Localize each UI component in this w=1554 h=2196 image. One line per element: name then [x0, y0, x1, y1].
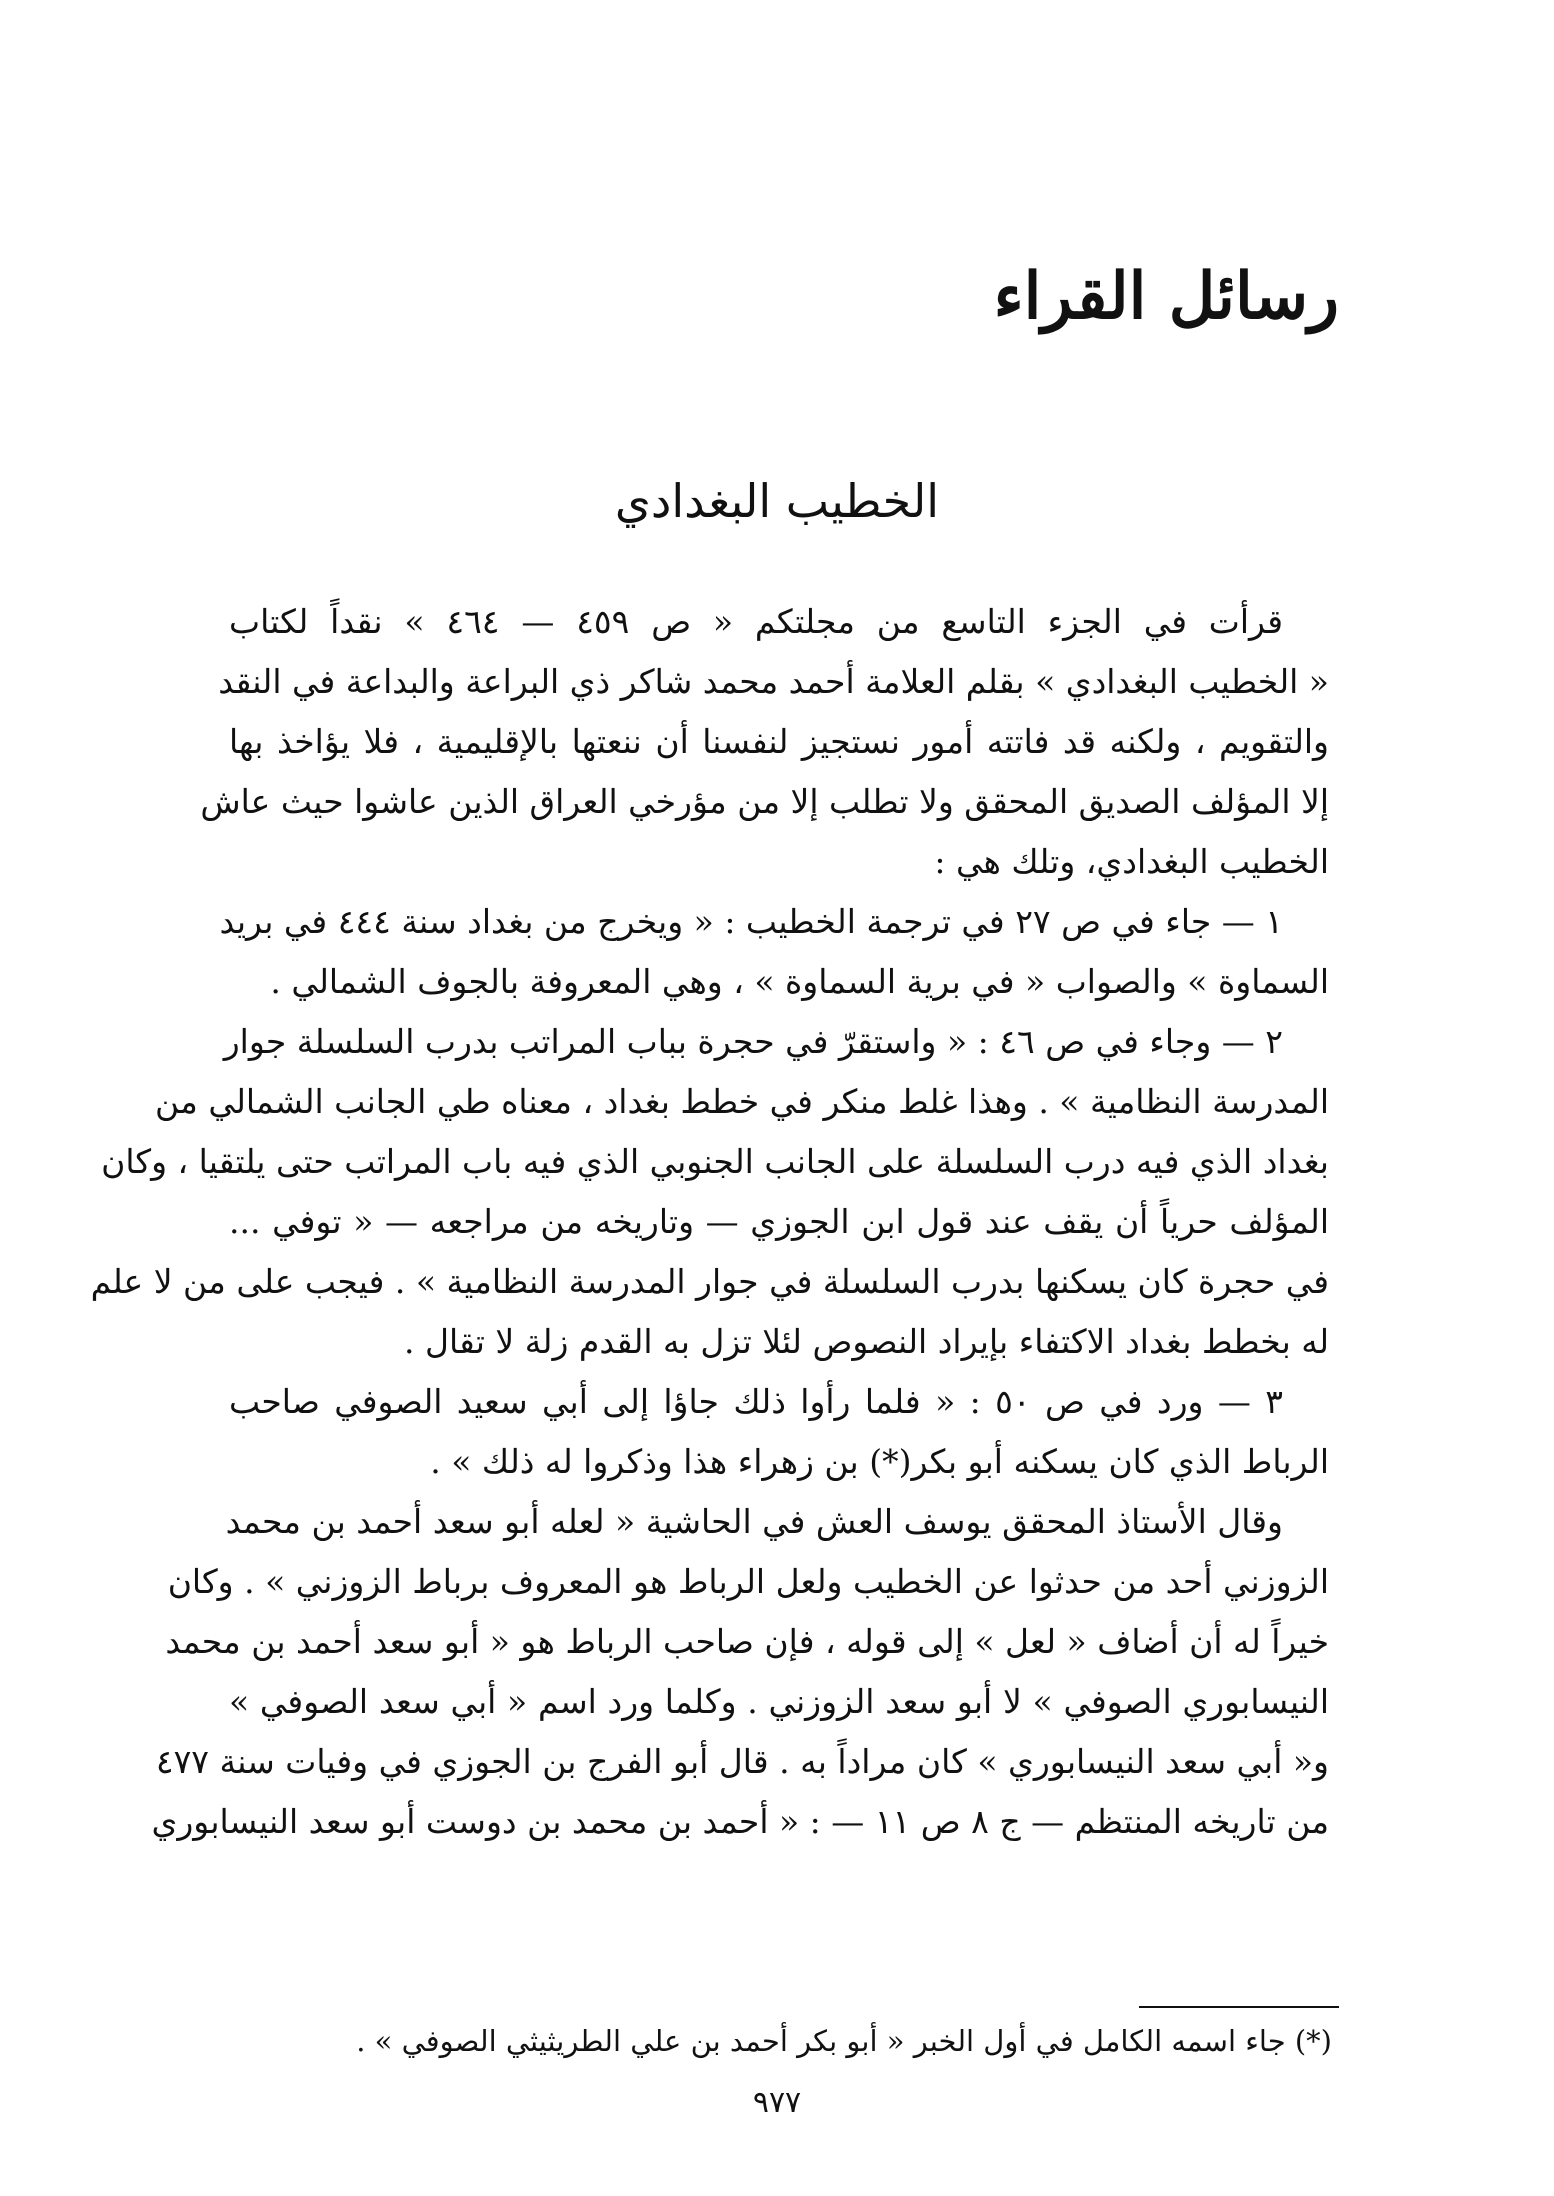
paragraph-line: وقال الأستاذ المحقق يوسف العش في الحاشية « لعله أبو سعد أحمد بن محمد [225, 1502, 1283, 1541]
paragraph-line: و« أبي سعد النيسابوري » كان مراداً به . قال أبو الفرج بن الجوزي في وفيات سنة ٤٧٧ [155, 1742, 1329, 1781]
paragraph-line: له بخطط بغداد الاكتفاء بإيراد النصوص لئلا تزل به القدم زلة لا تقال . [404, 1322, 1329, 1361]
paragraph-line: المؤلف حرياً أن يقف عند قول ابن الجوزي — وتاريخه من مراجعه — « توفي ... [229, 1202, 1329, 1241]
section-header-title: رسائل القراء [993, 259, 1339, 334]
article-paragraph [90, 1012, 1329, 1372]
footnote-divider [1139, 2006, 1339, 2008]
paragraph-line: ٢ — وجاء في ص ٤٦ : « واستقرّ في حجرة بباب المراتب بدرب السلسلة جوار [223, 1022, 1283, 1061]
paragraph-line: ١ — جاء في ص ٢٧ في ترجمة الخطيب : « ويخرج من بغداد سنة ٤٤٤ في بريد [219, 902, 1283, 941]
paragraph-line: الرباط الذي كان يسكنه أبو بكر(*) بن زهراء هذا وذكروا له ذلك » . [430, 1442, 1329, 1481]
paragraph-line: الزوزني أحد من حدثوا عن الخطيب ولعل الرباط هو المعروف برباط الزوزني » . وكان [167, 1562, 1329, 1601]
paragraph-line: بغداد الذي فيه درب السلسلة على الجانب الجنوبي الذي فيه باب المراتب حتى يلتقيا ، وكان [101, 1142, 1329, 1181]
page-number: ٩٧٧ [752, 2085, 802, 2120]
article-paragraph [151, 1492, 1329, 1852]
paragraph-line: إلا المؤلف الصديق المحقق ولا تطلب إلا من مؤرخي العراق الذين عاشوا حيث عاش [200, 782, 1329, 821]
paragraph-line: في حجرة كان يسكنها بدرب السلسلة في جوار المدرسة النظامية » . فيجب على من لا علم [90, 1262, 1329, 1301]
paragraph-line: المدرسة النظامية » . وهذا غلط منكر في خطط بغداد ، معناه طي الجانب الشمالي من [155, 1082, 1329, 1121]
paragraph-line: السماوة » والصواب « في برية السماوة » ، وهي المعروفة بالجوف الشمالي . [270, 962, 1329, 1001]
paragraph-line: الخطيب البغدادي، وتلك هي : [934, 842, 1329, 881]
article-paragraph [229, 1372, 1329, 1492]
article-title: الخطيب البغدادي [614, 474, 940, 528]
article-paragraph [200, 592, 1329, 892]
paragraph-line: من تاريخه المنتظم — ج ٨ ص ١١ — : « أحمد بن محمد بن دوست أبو سعد النيسابوري [151, 1802, 1329, 1841]
footnote: (*) جاء اسمه الكامل في أول الخبر « أبو بكر أحمد بن علي الطريثيثي الصوفي » . [356, 2024, 1332, 2058]
paragraph-line: قرأت في الجزء التاسع من مجلتكم « ص ٤٥٩ — ٤٦٤ » نقداً لكتاب [229, 602, 1284, 641]
paragraph-line: النيسابوري الصوفي » لا أبو سعد الزوزني . وكلما ورد اسم « أبي سعد الصوفي » [229, 1682, 1329, 1721]
paragraph-line: خيراً له أن أضاف « لعل » إلى قوله ، فإن صاحب الرباط هو « أبو سعد أحمد بن محمد [165, 1622, 1329, 1661]
article-body [90, 592, 1329, 1852]
article-paragraph [219, 892, 1329, 1012]
paragraph-line: والتقويم ، ولكنه قد فاتته أمور نستجيز لنفسنا أن ننعتها بالإقليمية ، فلا يؤاخذ بها [229, 722, 1329, 761]
paragraph-line: « الخطيب البغدادي » بقلم العلامة أحمد محمد شاكر ذي البراعة والبداعة في النقد [218, 662, 1329, 701]
paragraph-line: ٣ — ورد في ص ٥٠ : « فلما رأوا ذلك جاؤا إلى أبي سعيد الصوفي صاحب [229, 1382, 1283, 1421]
